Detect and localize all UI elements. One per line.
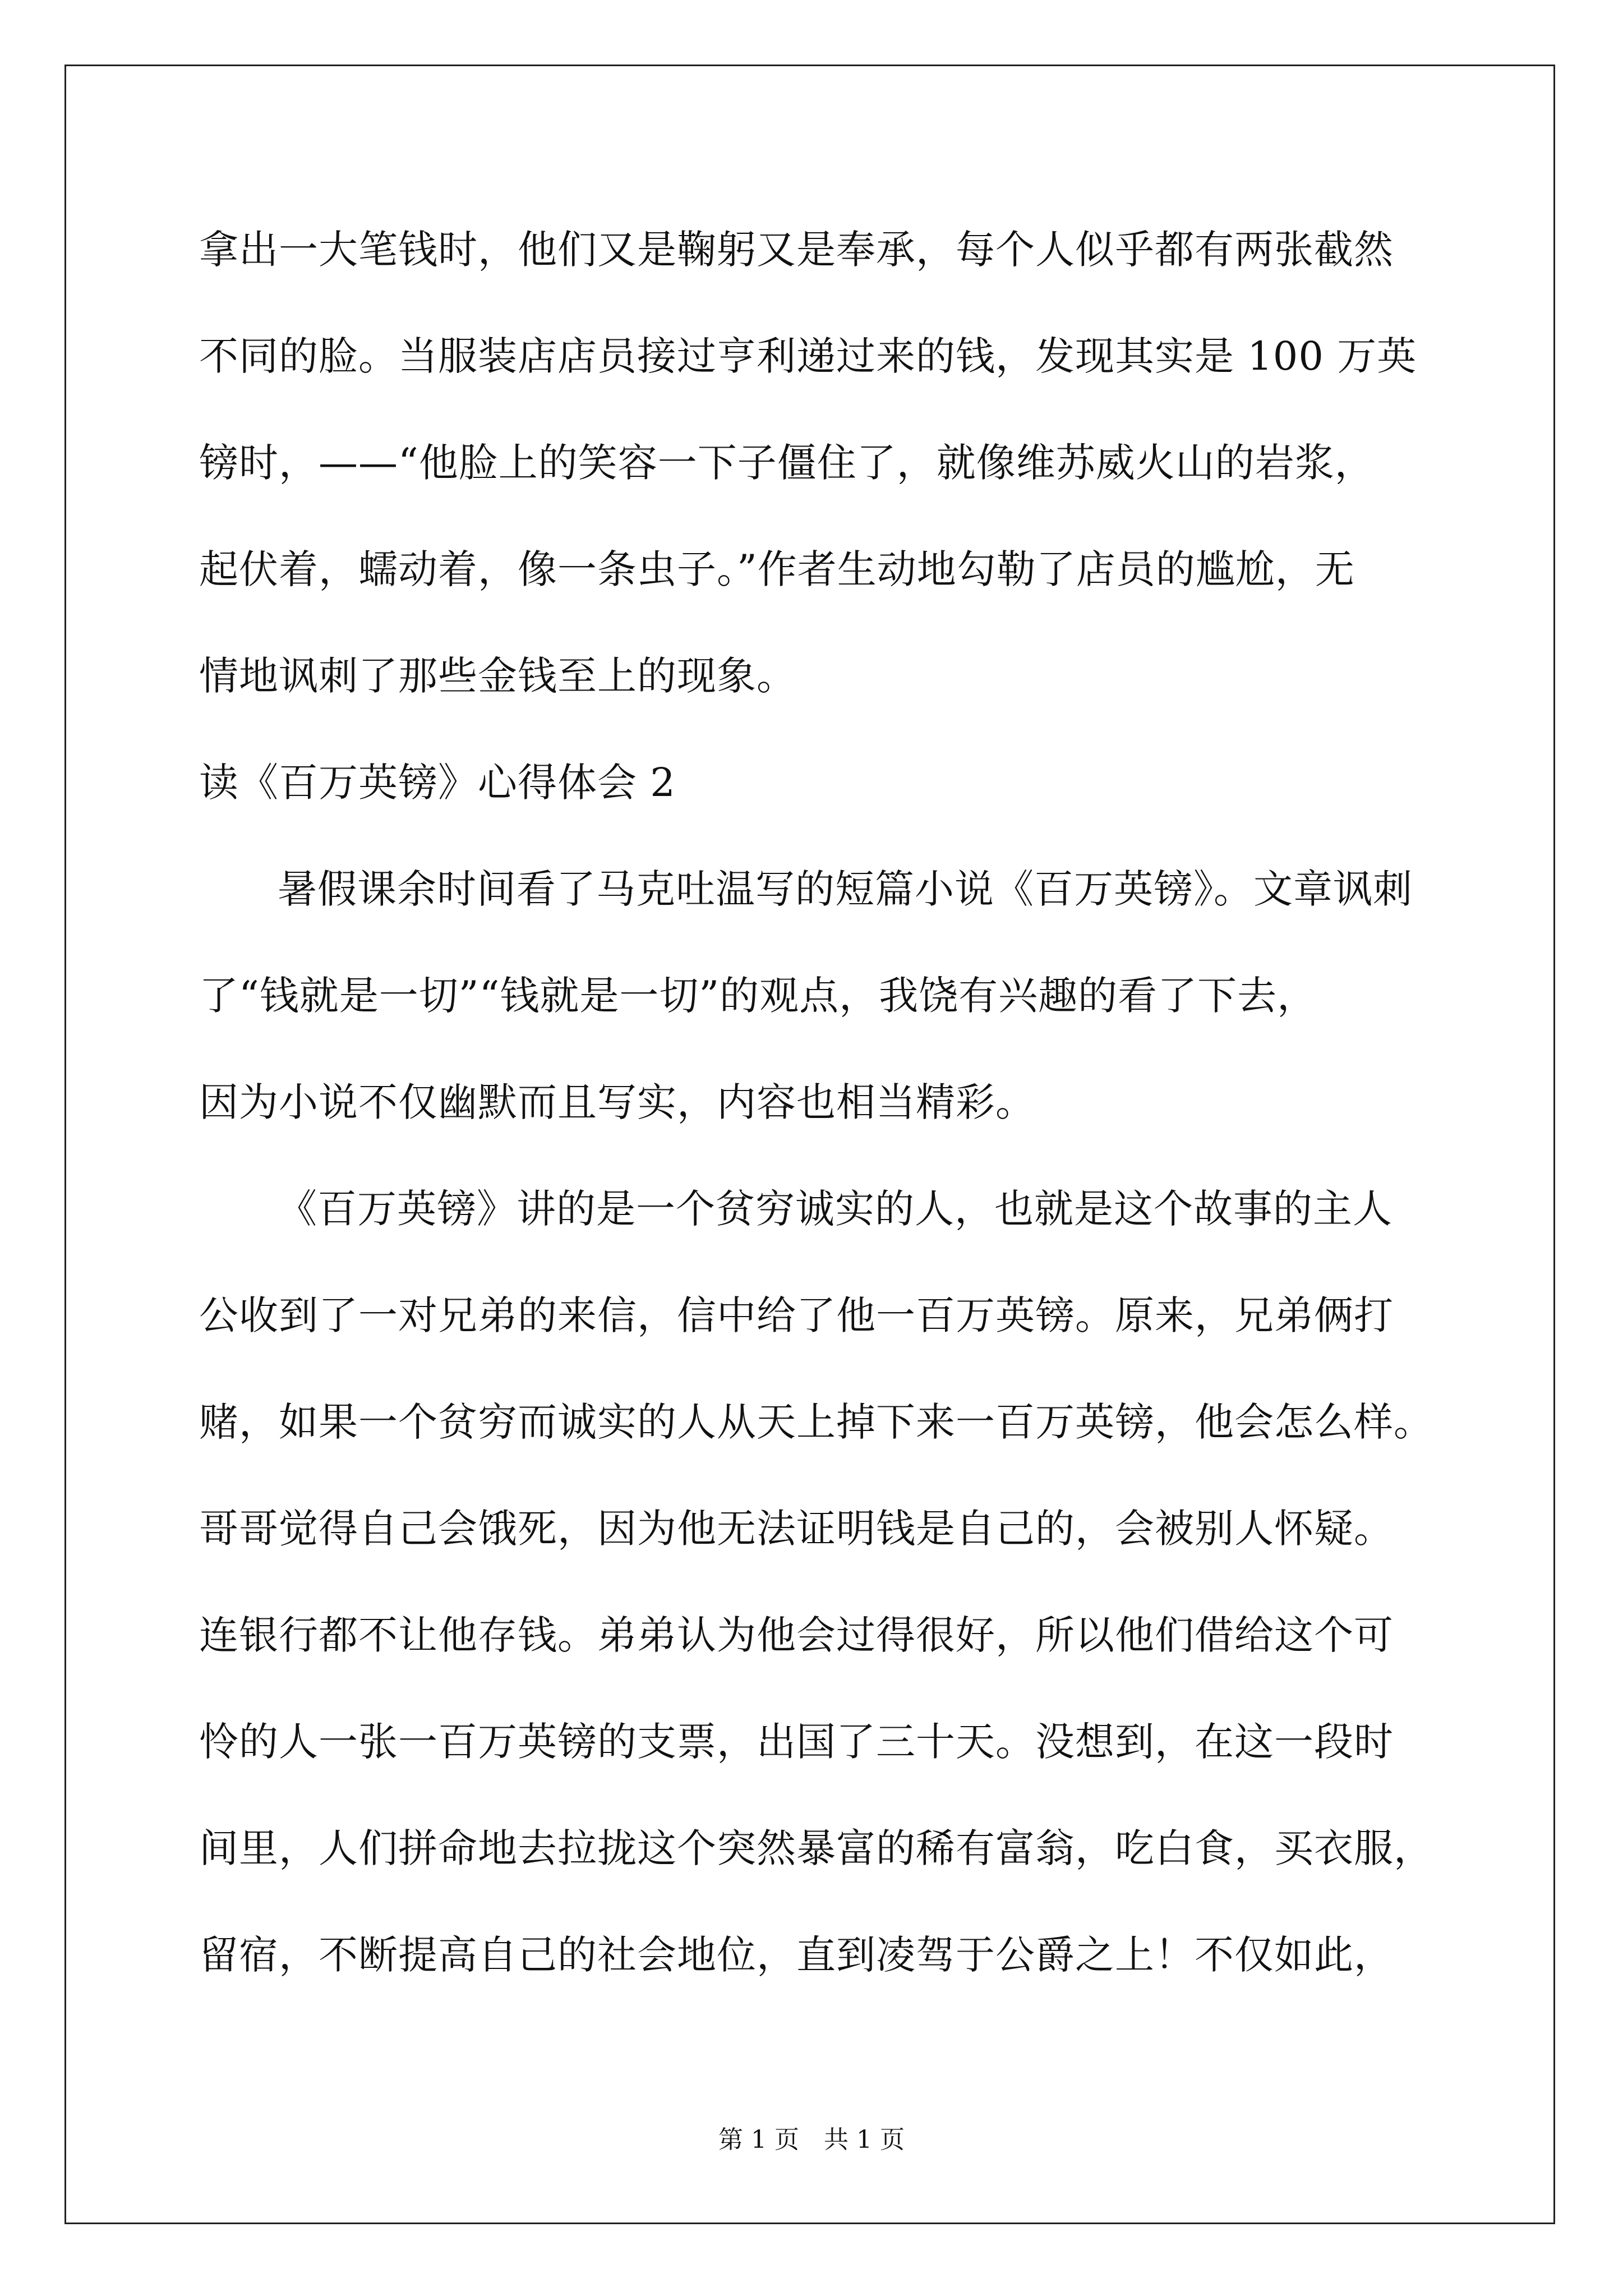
text-line: 哥哥觉得自己会饿死，因为他无法证明钱是自己的，会被别人怀疑。 — [199, 1506, 1394, 1552]
text-line: 了“钱就是一切”“钱就是一切”的观点，我饶有兴趣的看了下去， — [199, 973, 1317, 1019]
text-line: 情地讽刺了那些金钱至上的现象。 — [199, 653, 796, 699]
text-line: 怜的人一张一百万英镑的支票，出国了三十天。没想到，在这一段时 — [199, 1719, 1394, 1765]
text-line: 拿出一大笔钱时，他们又是鞠躬又是奉承，每个人似乎都有两张截然 — [199, 227, 1394, 273]
text-line: 连银行都不让他存钱。弟弟认为他会过得很好，所以他们借给这个可 — [199, 1612, 1394, 1658]
text-line: 公收到了一对兄弟的来信，信中给了他一百万英镑。原来，兄弟俩打 — [199, 1292, 1394, 1338]
section-heading: 读《百万英镑》心得体会 2 — [199, 760, 676, 806]
text-line: 留宿，不断提高自己的社会地位，直到凌驾于公爵之上！不仅如此， — [199, 1932, 1394, 1978]
text-line: 《百万英镑》讲的是一个贫穷诚实的人，也就是这个故事的主人 — [278, 1186, 1393, 1232]
text-line: 间里，人们拼命地去拉拢这个突然暴富的稀有富翁，吃白食，买衣服， — [199, 1825, 1433, 1871]
text-line: 因为小说不仅幽默而且写实，内容也相当精彩。 — [199, 1079, 1035, 1125]
text-line: 镑时，——“他脸上的笑容一下子僵住了，就像维苏威火山的岩浆， — [199, 440, 1375, 486]
text-line: 暑假课余时间看了马克吐温写的短篇小说《百万英镑》。文章讽刺 — [278, 866, 1413, 912]
document-body — [199, 216, 1436, 2028]
text-line: 不同的脸。当服装店店员接过亨利递过来的钱，发现其实是 100 万英 — [199, 333, 1417, 379]
text-line: 赌，如果一个贫穷而诚实的人从天上掉下来一百万英镑，他会怎么样。 — [199, 1399, 1433, 1445]
text-line: 起伏着，蠕动着，像一条虫子。”作者生动地勾勒了店员的尴尬，无 — [199, 546, 1355, 592]
page-number-footer: 第 1 页 共 1 页 — [718, 2125, 905, 2154]
